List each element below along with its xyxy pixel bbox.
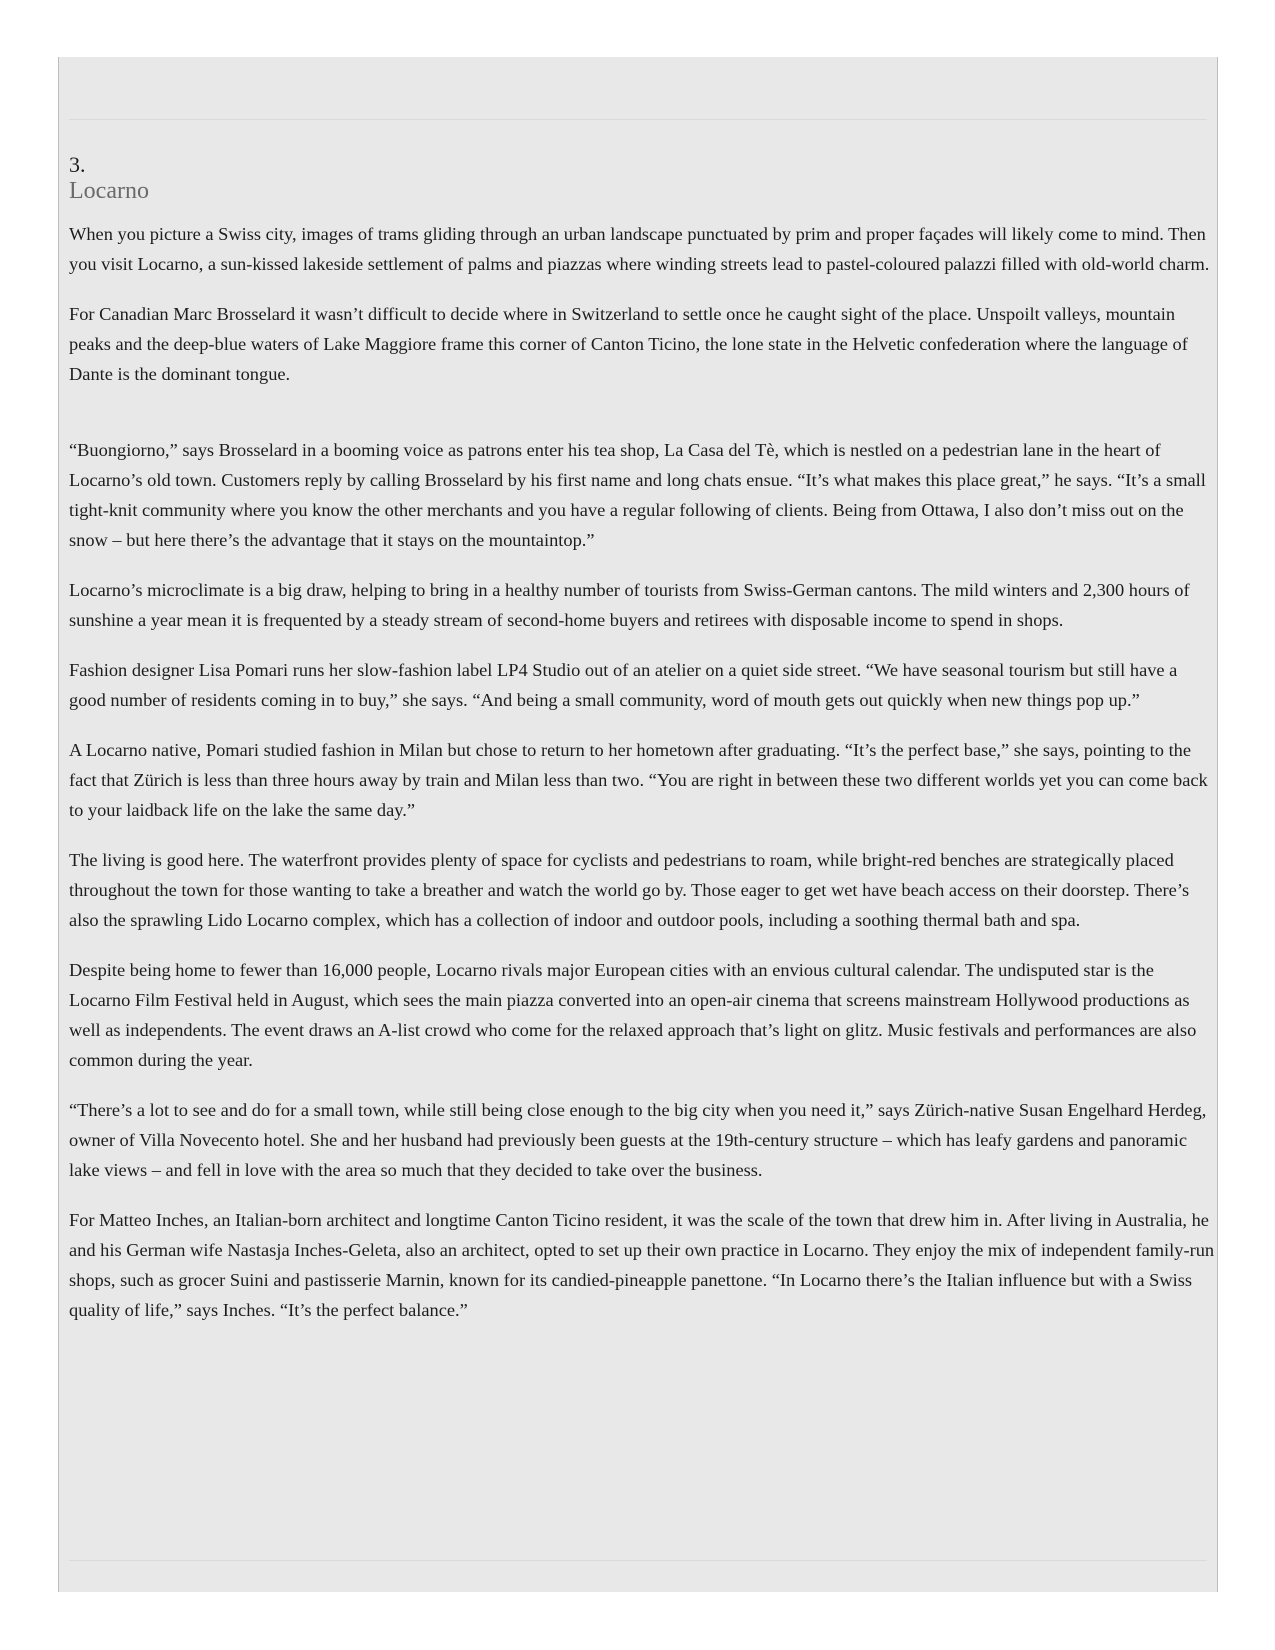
article-paragraph: For Matteo Inches, an Italian-born architect and longtime Canton Ticino resident, it was the scale of the town that drew him in. After living in Australia, he and his German wife Nastasja Inches-Geleta, also an architect, opted to set up their own practice in Locarno. They enjoy the mix of independent family-run shops, such as grocer Suini and pastisserie Marnin, known for its candied-pineapple panettone. “In Locarno there’s the Italian influence but with a Swiss quality of life,” says Inches. “It’s the perfect balance.” (69, 1210, 1215, 1320)
article-paragraph: Fashion designer Lisa Pomari runs her slow-fashion label LP4 Studio out of an atelier on a quiet side street. “We have seasonal tourism but still have a good number of residents coming in to buy,” she says. “And being a small community, word of mouth gets out quickly when new things pop up.” (69, 660, 1178, 710)
bottom-divider (69, 1560, 1207, 1561)
section-number: 3. (69, 152, 86, 177)
article-page (58, 57, 1218, 1592)
article-paragraph: Despite being home to fewer than 16,000 people, Locarno rivals major European cities with an envious cultural calendar. The undisputed star is the Locarno Film Festival held in August, which sees the main piazza converted into an open-air cinema that screens mainstream Hollywood productions as well as independents. The event draws an A-list crowd who come for the relaxed approach that’s light on glitz. Music festivals and performances are also common during the year. (69, 960, 1197, 1070)
article-body (69, 153, 1217, 1345)
section-title: Locarno (69, 178, 149, 204)
article-paragraph: For Canadian Marc Brosselard it wasn’t difficult to decide where in Switzerland to settle once he caught sight of the place. Unspoilt valleys, mountain peaks and the deep-blue waters of Lake Maggiore frame this corner of Canton Ticino, the lone state in the Helvetic confederation where the language of Dante is the dominant tongue. (69, 304, 1188, 384)
top-divider (69, 119, 1207, 120)
article-paragraph: Locarno’s microclimate is a big draw, helping to bring in a healthy number of tourists from Swiss-German cantons. The mild winters and 2,300 hours of sunshine a year mean it is frequented by a steady stream of second-home buyers and retirees with disposable income to spend in shops. (69, 580, 1190, 630)
article-paragraph: “There’s a lot to see and do for a small town, while still being close enough to the big city when you need it,” says Zürich-native Susan Engelhard Herdeg, owner of Villa Novecento hotel. She and her husband had previously been guests at the 19th-century structure – which has leafy gardens and panoramic lake views – and fell in love with the area so much that they decided to take over the business. (69, 1100, 1207, 1180)
article-paragraph: “Buongiorno,” says Brosselard in a booming voice as patrons enter his tea shop, La Casa del Tè, which is nestled on a pedestrian lane in the heart of Locarno’s old town. Customers reply by calling Brosselard by his first name and long chats ensue. “It’s what makes this place great,” he says. “It’s a small tight-knit community where you know the other merchants and you have a regular following of clients. Being from Ottawa, I also don’t miss out on the snow – but here there’s the advantage that it stays on the mountaintop.” (69, 440, 1206, 550)
article-paragraph: When you picture a Swiss city, images of trams gliding through an urban landscape punctuated by prim and proper façades will likely come to mind. Then you visit Locarno, a sun-kissed lakeside settlement of palms and piazzas where winding streets lead to pastel-coloured palazzi filled with old-world charm. (69, 224, 1210, 274)
article-paragraph: A Locarno native, Pomari studied fashion in Milan but chose to return to her hometown after graduating. “It’s the perfect base,” she says, pointing to the fact that Zürich is less than three hours away by train and Milan less than two. “You are right in between these two different worlds yet you can come back to your laidback life on the lake the same day.” (69, 740, 1208, 820)
article-paragraph: The living is good here. The waterfront provides plenty of space for cyclists and pedestrians to roam, while bright-red benches are strategically placed throughout the town for those wanting to take a breather and watch the world go by. Those eager to get wet have beach access on their doorstep. There’s also the sprawling Lido Locarno complex, which has a collection of indoor and outdoor pools, including a soothing thermal bath and spa. (69, 850, 1190, 930)
